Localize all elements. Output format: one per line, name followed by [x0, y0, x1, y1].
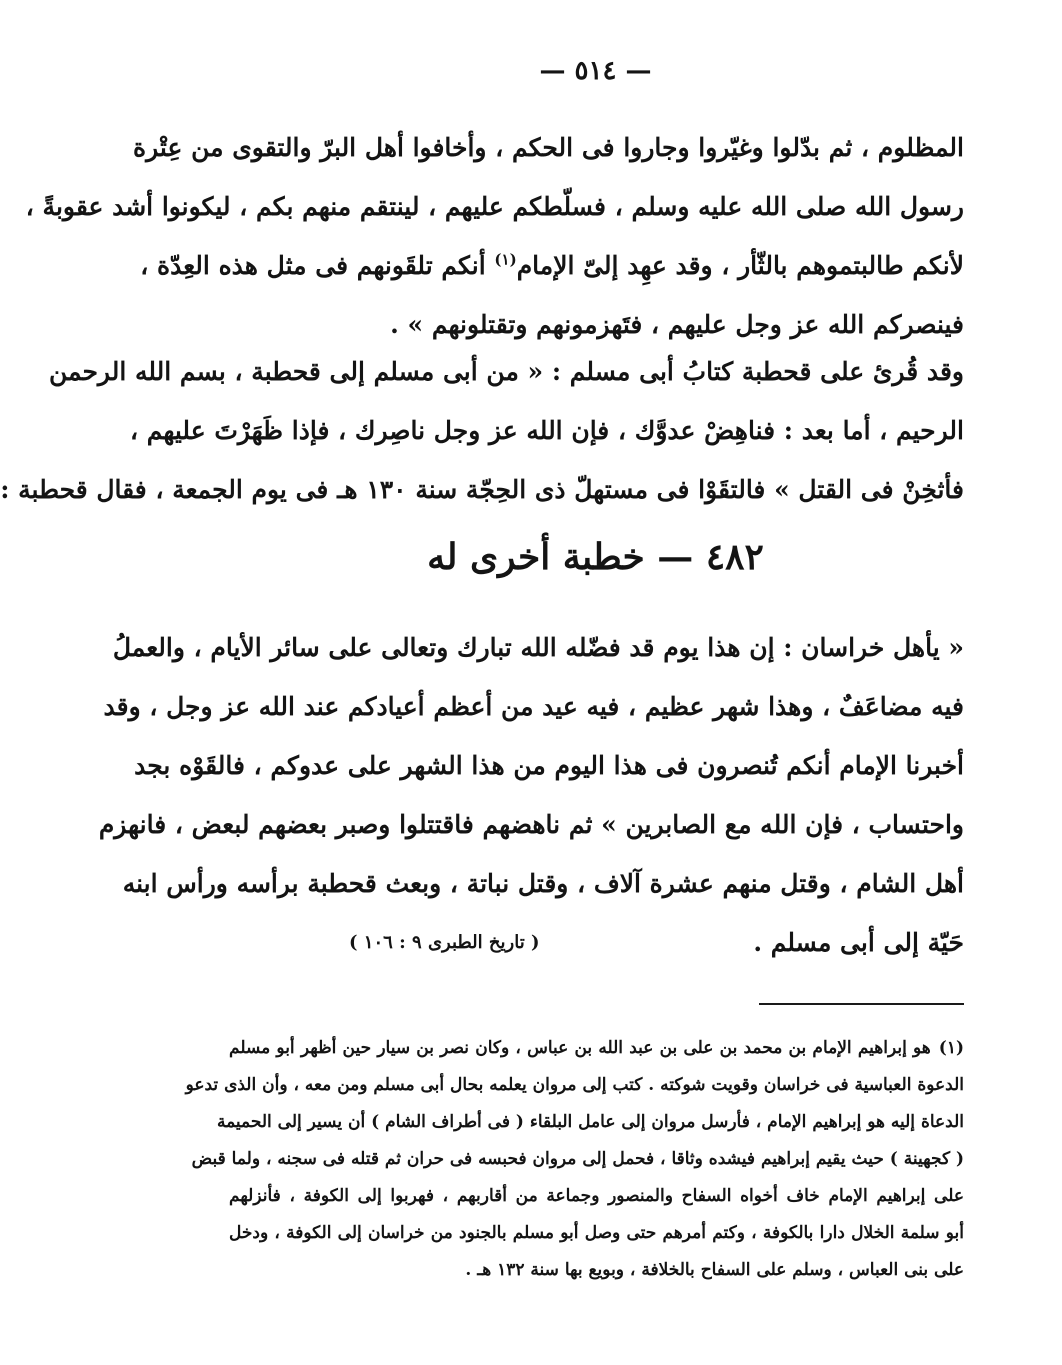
- footnote-line: ( كجهينة ) حيث يقيم إبراهيم فيشده وثاقا ، فحمل إلى مروان فحبسه فى حران ثم قتله فى سجنه ، ولما قبض: [191, 1149, 964, 1169]
- footnote-divider: [759, 1003, 964, 1005]
- footnote-reference: (١): [494, 250, 517, 269]
- footnote-line: أبو سلمة الخلال دارا بالكوفة ، وكتم أمرهم حتى وصل أبو مسلم بالجنود من خراسان إلى الكوفة ، ودخل: [229, 1223, 964, 1243]
- footnotes: [185, 1030, 964, 1289]
- footnote-number: (١): [938, 1038, 964, 1058]
- text-line: فينصركم الله عز وجل عليهم ، فتَهزمونهم وتقتلونهم » .: [390, 310, 964, 339]
- paragraph-2: [0, 342, 964, 519]
- text-line: الرحيم ، أما بعد : فناهِضْ عدوَّك ، فإن الله عز وجل ناصِرك ، فإذا ظَهَرْتَ عليهم ،: [129, 416, 964, 445]
- paragraph-3: [98, 618, 964, 972]
- text-segment: هو إبراهيم الإمام بن محمد بن على بن عبد الله بن عباس ، وكان نصر بن سيار حين أظهر أبو مسلم: [229, 1038, 931, 1058]
- text-line: « يأهل خراسان : إن هذا يوم قد فضّله الله تبارك وتعالى على سائر الأيام ، والعملُ: [112, 633, 964, 662]
- footnote-line: الدعاة إليه هو إبراهيم الإمام ، فأرسل مروان إلى عامل البلقاء ( فى أطراف الشام ) أن يسير إلى الحميمة: [216, 1112, 964, 1132]
- text-line: وقد قُرئ على قحطبة كتابُ أبى مسلم : « من أبى مسلم إلى قحطبة ، بسم الله الرحمن: [48, 357, 964, 386]
- text-line: أهل الشام ، وقتل منهم عشرة آلاف ، وقتل نباتة ، وبعث قحطبة برأسه ورأس ابنه: [122, 869, 964, 898]
- footnote-line: على بنى العباس ، وسلم على السفاح بالخلافة ، وبويع بها سنة ١٣٢ هـ .: [465, 1260, 964, 1280]
- text-line: [140, 236, 964, 295]
- footnote-line: الدعوة العباسية فى خراسان وقويت شوكته . كتب إلى مروان يعلمه بحال أبى مسلم ومن معه ، وأن الذى تدعو: [185, 1075, 964, 1095]
- text-line: أخبرنا الإمام أنكم تُنصرون فى هذا اليوم من هذا الشهر على عدوكم ، فالقَوْه بجد: [134, 751, 964, 780]
- footnote-line: على إبراهيم الإمام خاف أخواه السفاح والمنصور وجماعة من أقاربهم ، فهربوا إلى الكوفة ، فأنزلهم: [229, 1186, 964, 1206]
- paragraph-1: [25, 118, 964, 354]
- page-number: — ٥١٤ —: [539, 56, 652, 86]
- text-segment: أنكم تلقَونهم فى مثل هذه العِدّة ،: [140, 251, 495, 280]
- text-segment: حَيّة إلى أبى مسلم .: [753, 928, 964, 957]
- section-heading: ٤٨٢ — خطبة أخرى له: [427, 536, 764, 578]
- text-line: المظلوم ، ثم بدّلوا وغيّروا وجاروا فى الحكم ، وأخافوا أهل البرّ والتقوى من عِتْرة: [133, 133, 964, 162]
- source-citation: ( تاريخ الطبرى ٩ : ١٠٦ ): [349, 932, 540, 953]
- text-line: [229, 913, 964, 972]
- text-line: واحتساب ، فإن الله مع الصابرين » ثم ناهضهم فاقتتلوا وصبر بعضهم لبعض ، فانهزم: [98, 810, 964, 839]
- text-line: فأثخِنْ فى القتل » فالتقَوْا فى مستهلّ ذى الحِجّة سنة ١٣٠ هـ فى يوم الجمعة ، فقال قحطبة :: [0, 475, 964, 504]
- footnote-line: [229, 1030, 964, 1067]
- text-line: رسول الله صلى الله عليه وسلم ، فسلّطكم عليهم ، لينتقم منهم بكم ، ليكونوا أشد عقوبةً ،: [25, 192, 964, 221]
- text-segment: لأنكم طالبتموهم بالثّأر ، وقد عهِد إلىّ الإمام: [516, 251, 964, 280]
- text-line: فيه مضاعَفٌ ، وهذا شهر عظيم ، فيه عيد من أعظم أعيادكم عند الله عز وجل ، وقد: [103, 692, 964, 721]
